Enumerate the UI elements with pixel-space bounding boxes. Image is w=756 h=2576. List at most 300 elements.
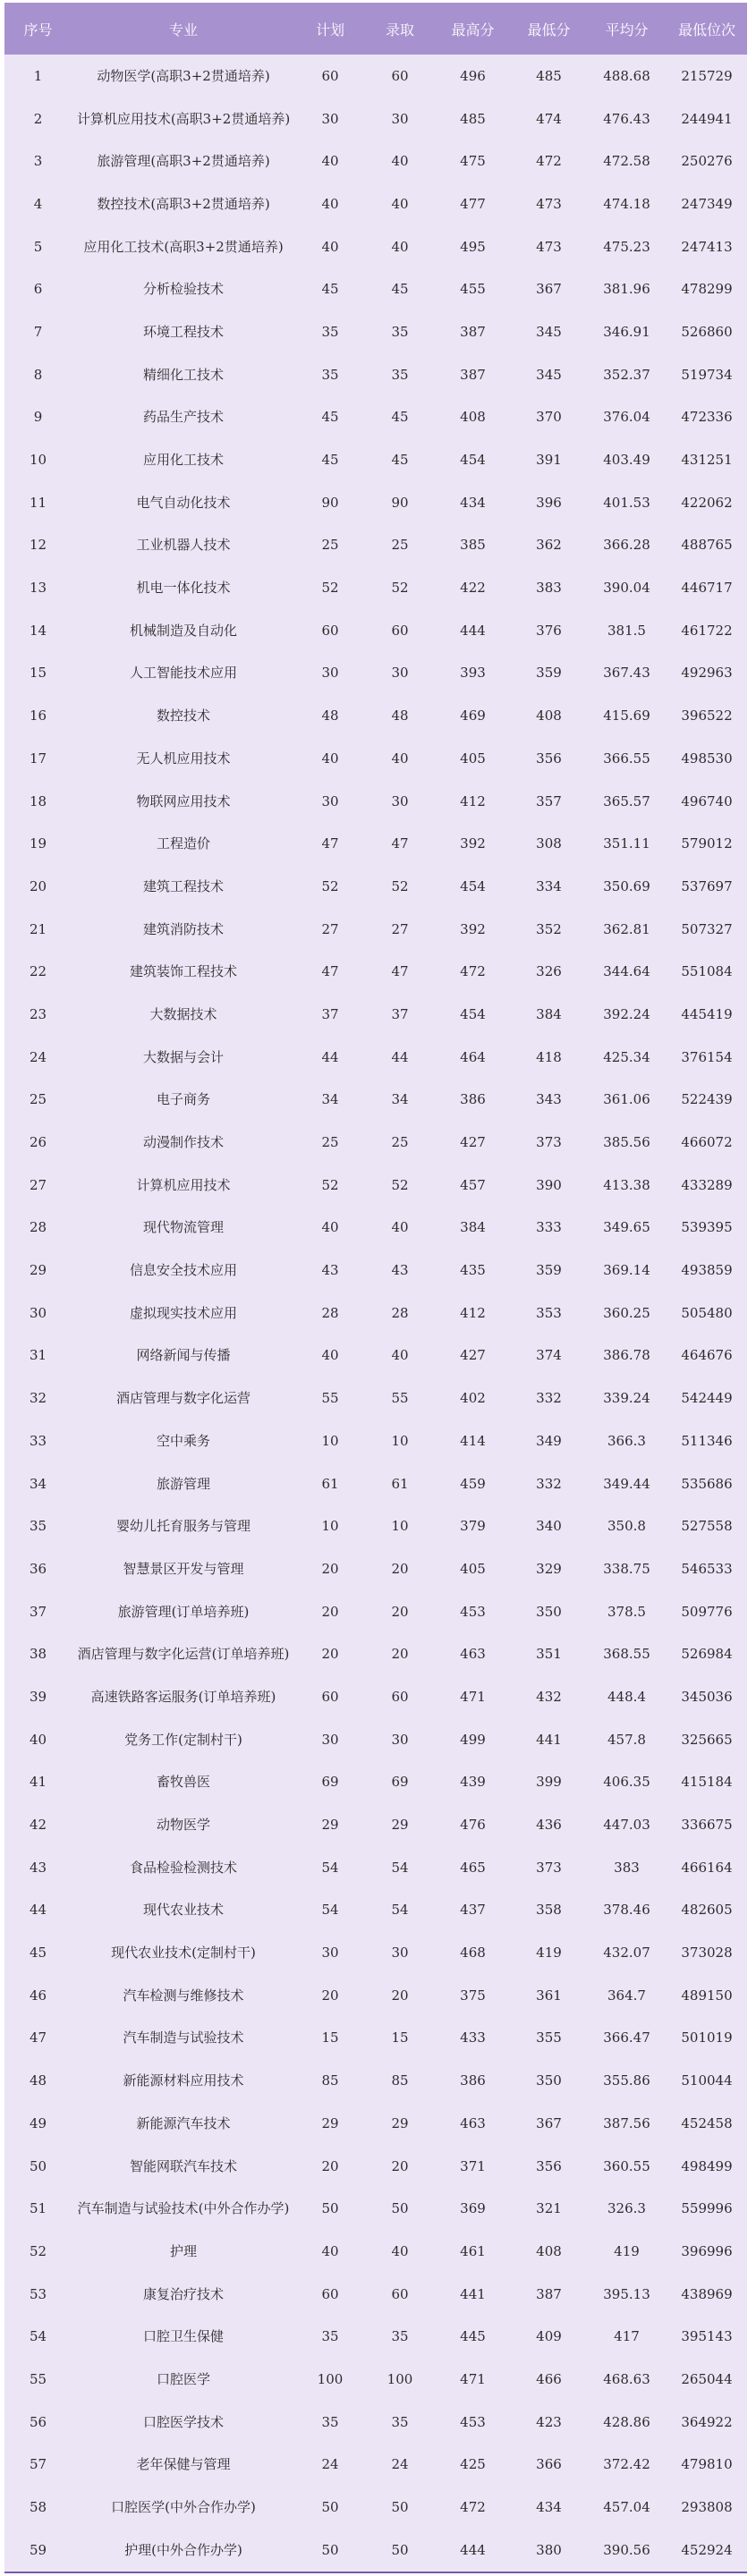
admitted-cell: 40 (391, 750, 409, 767)
highest-score-cell: 444 (460, 2541, 486, 2558)
table-row (4, 2529, 747, 2572)
index-cell: 18 (29, 792, 47, 809)
highest-score-cell: 427 (460, 1134, 486, 1151)
plan-cell: 50 (321, 2541, 339, 2558)
average-score-cell: 468.63 (603, 2370, 650, 2387)
plan-cell: 30 (321, 110, 339, 127)
highest-score-cell: 472 (460, 2499, 486, 2516)
admitted-cell: 69 (391, 1774, 409, 1791)
lowest-rank-cell: 265044 (681, 2370, 733, 2387)
highest-score-cell: 472 (460, 963, 486, 980)
lowest-score-cell: 418 (536, 1048, 562, 1065)
lowest-score-cell: 396 (536, 494, 562, 511)
average-score-cell: 381.96 (603, 281, 650, 298)
highest-score-cell: 375 (460, 1987, 486, 2004)
table-row (4, 950, 747, 993)
index-cell: 50 (29, 2157, 47, 2174)
major-cell: 建筑消防技术 (142, 920, 224, 937)
plan-cell: 35 (321, 323, 339, 340)
lowest-score-cell: 350 (536, 2072, 562, 2089)
index-cell: 44 (29, 1902, 47, 1919)
lowest-score-cell: 473 (536, 195, 562, 212)
average-score-cell: 417 (614, 2328, 640, 2345)
plan-cell: 50 (321, 2200, 339, 2217)
lowest-score-cell: 373 (536, 1134, 562, 1151)
header-plan: 计划 (315, 21, 344, 38)
table-row (4, 737, 747, 780)
lowest-score-cell: 359 (536, 1262, 562, 1279)
lowest-rank-cell: 364922 (681, 2413, 733, 2430)
lowest-rank-cell: 498530 (681, 750, 733, 767)
lowest-rank-cell: 498499 (681, 2157, 733, 2174)
index-cell: 56 (29, 2413, 47, 2430)
plan-cell: 60 (321, 2285, 339, 2302)
plan-cell: 25 (321, 1134, 339, 1151)
admitted-cell: 10 (391, 1432, 409, 1449)
major-cell: 现代农业技术 (142, 1902, 224, 1919)
highest-score-cell: 387 (460, 366, 486, 383)
major-cell: 工业机器人技术 (136, 537, 231, 554)
admitted-cell: 30 (391, 792, 409, 809)
average-score-cell: 401.53 (603, 494, 650, 511)
index-cell: 40 (29, 1731, 47, 1748)
index-cell: 20 (29, 877, 47, 894)
highest-score-cell: 461 (460, 2242, 486, 2259)
admitted-cell: 35 (391, 2328, 409, 2345)
lowest-rank-cell: 489150 (681, 1987, 733, 2004)
average-score-cell: 367.43 (603, 665, 650, 682)
table-row (4, 865, 747, 908)
major-cell: 人工智能技术应用 (129, 665, 237, 682)
major-cell: 无人机应用技术 (136, 750, 231, 767)
plan-cell: 29 (321, 2114, 339, 2131)
admitted-cell: 20 (391, 1603, 409, 1620)
highest-score-cell: 455 (460, 281, 486, 298)
index-cell: 38 (29, 1646, 47, 1663)
lowest-score-cell: 473 (536, 238, 562, 255)
admitted-cell: 60 (391, 622, 409, 639)
table-body (4, 55, 747, 2572)
header-lowest-score: 最低分 (527, 21, 571, 38)
highest-score-cell: 454 (460, 877, 486, 894)
average-score-cell: 475.23 (603, 238, 650, 255)
index-cell: 15 (29, 665, 47, 682)
table-row (4, 1335, 747, 1377)
index-cell: 14 (29, 622, 47, 639)
lowest-score-cell: 333 (536, 1219, 562, 1236)
index-cell: 10 (29, 452, 47, 469)
lowest-score-cell: 485 (536, 67, 562, 84)
major-cell: 建筑工程技术 (142, 877, 224, 894)
lowest-rank-cell: 244941 (681, 110, 733, 127)
index-cell: 34 (29, 1475, 47, 1492)
table-row (4, 267, 747, 310)
lowest-rank-cell: 488765 (681, 537, 733, 554)
table-row (4, 566, 747, 609)
highest-score-cell: 405 (460, 1560, 486, 1577)
highest-score-cell: 453 (460, 2413, 486, 2430)
average-score-cell: 392.24 (603, 1005, 650, 1022)
index-cell: 48 (29, 2072, 47, 2089)
major-cell: 建筑装饰工程技术 (129, 963, 237, 980)
average-score-cell: 381.5 (607, 622, 646, 639)
lowest-score-cell: 374 (536, 1347, 562, 1364)
lowest-score-cell: 353 (536, 1304, 562, 1321)
table-row (4, 2401, 747, 2444)
table-row (4, 1846, 747, 1889)
admitted-cell: 85 (391, 2072, 409, 2089)
major-cell: 大数据技术 (149, 1005, 217, 1022)
plan-cell: 52 (321, 1176, 339, 1193)
admitted-cell: 25 (391, 537, 409, 554)
lowest-rank-cell: 522439 (681, 1091, 733, 1108)
index-cell: 39 (29, 1688, 47, 1705)
lowest-score-cell: 334 (536, 877, 562, 894)
highest-score-cell: 371 (460, 2157, 486, 2174)
admitted-cell: 30 (391, 1731, 409, 1748)
major-cell: 旅游管理 (156, 1475, 210, 1492)
lowest-rank-cell: 466164 (681, 1859, 733, 1876)
major-cell: 动漫制作技术 (142, 1134, 224, 1151)
major-cell: 电子商务 (156, 1091, 210, 1108)
major-cell: 计算机应用技术 (136, 1176, 231, 1193)
major-cell: 旅游管理(订单培养班) (117, 1603, 250, 1620)
table-row (4, 694, 747, 737)
plan-cell: 24 (321, 2456, 339, 2473)
lowest-rank-cell: 431251 (681, 452, 733, 469)
admitted-cell: 25 (391, 1134, 409, 1151)
table-row (4, 396, 747, 439)
table-row (4, 2486, 747, 2529)
admitted-cell: 100 (386, 2370, 413, 2387)
table-row (4, 1590, 747, 1633)
highest-score-cell: 495 (460, 238, 486, 255)
index-cell: 3 (33, 153, 43, 170)
admitted-cell: 54 (391, 1859, 409, 1876)
index-cell: 28 (29, 1219, 47, 1236)
admitted-cell: 90 (391, 494, 409, 511)
table-row (4, 2315, 747, 2358)
admitted-cell: 45 (391, 452, 409, 469)
major-cell: 现代物流管理 (142, 1219, 224, 1236)
major-cell: 康复治疗技术 (142, 2285, 224, 2302)
highest-score-cell: 402 (460, 1390, 486, 1407)
plan-cell: 54 (321, 1902, 339, 1919)
admitted-cell: 61 (391, 1475, 409, 1492)
lowest-score-cell: 343 (536, 1091, 562, 1108)
lowest-rank-cell: 478299 (681, 281, 733, 298)
plan-cell: 47 (321, 835, 339, 852)
average-score-cell: 369.14 (603, 1262, 650, 1279)
major-cell: 婴幼儿托育服务与管理 (115, 1518, 251, 1535)
lowest-rank-cell: 509776 (681, 1603, 733, 1620)
index-cell: 22 (29, 963, 47, 980)
index-cell: 1 (33, 67, 43, 84)
plan-cell: 61 (321, 1475, 339, 1492)
average-score-cell: 339.24 (603, 1390, 650, 1407)
lowest-score-cell: 466 (536, 2370, 562, 2387)
lowest-rank-cell: 507327 (681, 920, 733, 937)
index-cell: 59 (29, 2541, 47, 2558)
lowest-score-cell: 380 (536, 2541, 562, 2558)
average-score-cell: 372.42 (603, 2456, 650, 2473)
major-cell: 汽车检测与维修技术 (123, 1987, 244, 2004)
plan-cell: 85 (321, 2072, 339, 2089)
lowest-rank-cell: 247349 (681, 195, 733, 212)
average-score-cell: 351.11 (603, 835, 650, 852)
index-cell: 17 (29, 750, 47, 767)
plan-cell: 10 (321, 1518, 339, 1535)
table-row (4, 1462, 747, 1505)
lowest-score-cell: 370 (536, 409, 562, 426)
highest-score-cell: 463 (460, 1646, 486, 1663)
lowest-rank-cell: 527558 (681, 1518, 733, 1535)
admitted-cell: 55 (391, 1390, 409, 1407)
admitted-cell: 20 (391, 1646, 409, 1663)
index-cell: 47 (29, 2029, 47, 2046)
table-row (4, 1419, 747, 1462)
lowest-rank-cell: 466072 (681, 1134, 733, 1151)
plan-cell: 50 (321, 2499, 339, 2516)
header-highest-score: 最高分 (451, 21, 495, 38)
highest-score-cell: 427 (460, 1347, 486, 1364)
major-cell: 智慧景区开发与管理 (123, 1560, 244, 1577)
major-cell: 物联网应用技术 (136, 792, 231, 809)
index-cell: 13 (29, 580, 47, 597)
lowest-rank-cell: 505480 (681, 1304, 733, 1321)
lowest-rank-cell: 215729 (681, 67, 733, 84)
index-cell: 57 (29, 2456, 47, 2473)
table-row (4, 1931, 747, 1974)
plan-cell: 40 (321, 238, 339, 255)
highest-score-cell: 425 (460, 2456, 486, 2473)
table-row (4, 1889, 747, 1932)
highest-score-cell: 476 (460, 1817, 486, 1834)
plan-cell: 60 (321, 1688, 339, 1705)
lowest-score-cell: 423 (536, 2413, 562, 2430)
major-cell: 机械制造及自动化 (129, 622, 237, 639)
admitted-cell: 30 (391, 110, 409, 127)
table-row (4, 652, 747, 695)
highest-score-cell: 412 (460, 792, 486, 809)
admitted-cell: 34 (391, 1091, 409, 1108)
table-row (4, 310, 747, 353)
plan-cell: 35 (321, 366, 339, 383)
highest-score-cell: 434 (460, 494, 486, 511)
plan-cell: 20 (321, 1560, 339, 1577)
table-row (4, 225, 747, 268)
average-score-cell: 338.75 (603, 1560, 650, 1577)
lowest-rank-cell: 461722 (681, 622, 733, 639)
average-score-cell: 432.07 (603, 1945, 650, 1962)
admitted-cell: 45 (391, 281, 409, 298)
index-cell: 36 (29, 1560, 47, 1577)
index-cell: 7 (33, 323, 43, 340)
table-row (4, 2230, 747, 2273)
highest-score-cell: 477 (460, 195, 486, 212)
highest-score-cell: 393 (460, 665, 486, 682)
plan-cell: 28 (321, 1304, 339, 1321)
table-row (4, 2187, 747, 2230)
lowest-rank-cell: 479810 (681, 2456, 733, 2473)
lowest-score-cell: 409 (536, 2328, 562, 2345)
index-cell: 46 (29, 1987, 47, 2004)
index-cell: 21 (29, 920, 47, 937)
highest-score-cell: 387 (460, 323, 486, 340)
table-row (4, 1207, 747, 1250)
average-score-cell: 368.55 (603, 1646, 650, 1663)
average-score-cell: 346.91 (603, 323, 650, 340)
lowest-rank-cell: 376154 (681, 1048, 733, 1065)
admitted-cell: 40 (391, 195, 409, 212)
lowest-score-cell: 376 (536, 622, 562, 639)
lowest-score-cell: 472 (536, 153, 562, 170)
average-score-cell: 383 (614, 1859, 640, 1876)
index-cell: 58 (29, 2499, 47, 2516)
plan-cell: 30 (321, 1945, 339, 1962)
highest-score-cell: 384 (460, 1219, 486, 1236)
lowest-rank-cell: 551084 (681, 963, 733, 980)
lowest-score-cell: 432 (536, 1688, 562, 1705)
admitted-cell: 52 (391, 1176, 409, 1193)
lowest-score-cell: 366 (536, 2456, 562, 2473)
major-cell: 应用化工技术 (142, 452, 224, 469)
major-cell: 汽车制造与试验技术(中外合作办学) (77, 2200, 290, 2217)
major-cell: 高速铁路客运服务(订单培养班) (90, 1688, 276, 1705)
average-score-cell: 387.56 (603, 2114, 650, 2131)
major-cell: 食品检验检测技术 (129, 1859, 237, 1876)
header-average-score: 平均分 (605, 21, 649, 38)
lowest-rank-cell: 452458 (681, 2114, 733, 2131)
table-row (4, 609, 747, 652)
major-cell: 口腔医学技术 (142, 2413, 224, 2430)
admission-scores-table (4, 3, 747, 2572)
table-bottom-rule (4, 2572, 747, 2573)
average-score-cell: 425.34 (603, 1048, 650, 1065)
major-cell: 网络新闻与传播 (136, 1347, 231, 1364)
plan-cell: 43 (321, 1262, 339, 1279)
table-row (4, 993, 747, 1036)
lowest-rank-cell: 511346 (681, 1432, 733, 1449)
highest-score-cell: 392 (460, 920, 486, 937)
table-row (4, 1377, 747, 1419)
index-cell: 29 (29, 1262, 47, 1279)
lowest-score-cell: 351 (536, 1646, 562, 1663)
highest-score-cell: 496 (460, 67, 486, 84)
plan-cell: 20 (321, 1603, 339, 1620)
admitted-cell: 29 (391, 2114, 409, 2131)
average-score-cell: 472.58 (603, 153, 650, 170)
major-cell: 动物医学 (156, 1817, 210, 1834)
table-row (4, 524, 747, 567)
average-score-cell: 447.03 (603, 1817, 650, 1834)
average-score-cell: 349.65 (603, 1219, 650, 1236)
plan-cell: 54 (321, 1859, 339, 1876)
average-score-cell: 419 (614, 2242, 640, 2259)
average-score-cell: 476.43 (603, 110, 650, 127)
lowest-rank-cell: 526860 (681, 323, 733, 340)
lowest-rank-cell: 559996 (681, 2200, 733, 2217)
table-row (4, 1036, 747, 1079)
lowest-score-cell: 391 (536, 452, 562, 469)
lowest-score-cell: 345 (536, 366, 562, 383)
table-row (4, 1504, 747, 1547)
lowest-rank-cell: 501019 (681, 2029, 733, 2046)
lowest-score-cell: 332 (536, 1390, 562, 1407)
highest-score-cell: 405 (460, 750, 486, 767)
major-cell: 老年保健与管理 (136, 2456, 231, 2473)
table-row (4, 1632, 747, 1675)
index-cell: 24 (29, 1048, 47, 1065)
index-cell: 49 (29, 2114, 47, 2131)
plan-cell: 30 (321, 792, 339, 809)
average-score-cell: 406.35 (603, 1774, 650, 1791)
admitted-cell: 48 (391, 708, 409, 724)
admitted-cell: 35 (391, 366, 409, 383)
plan-cell: 45 (321, 409, 339, 426)
highest-score-cell: 454 (460, 1005, 486, 1022)
index-cell: 12 (29, 537, 47, 554)
major-cell: 口腔卫生保健 (142, 2328, 224, 2345)
lowest-rank-cell: 542449 (681, 1390, 733, 1407)
plan-cell: 48 (321, 708, 339, 724)
lowest-rank-cell: 537697 (681, 877, 733, 894)
lowest-score-cell: 326 (536, 963, 562, 980)
header-lowest-rank: 最低位次 (677, 21, 735, 38)
highest-score-cell: 369 (460, 2200, 486, 2217)
plan-cell: 25 (321, 537, 339, 554)
index-cell: 33 (29, 1432, 47, 1449)
highest-score-cell: 453 (460, 1603, 486, 1620)
plan-cell: 40 (321, 153, 339, 170)
index-cell: 23 (29, 1005, 47, 1022)
highest-score-cell: 435 (460, 1262, 486, 1279)
admitted-cell: 52 (391, 580, 409, 597)
major-cell: 党务工作(定制村干) (124, 1731, 242, 1748)
plan-cell: 55 (321, 1390, 339, 1407)
major-cell: 口腔医学 (156, 2370, 210, 2387)
table-row (4, 780, 747, 823)
plan-cell: 45 (321, 452, 339, 469)
admitted-cell: 20 (391, 2157, 409, 2174)
index-cell: 6 (33, 281, 43, 298)
lowest-score-cell: 387 (536, 2285, 562, 2302)
highest-score-cell: 385 (460, 537, 486, 554)
index-cell: 8 (33, 366, 43, 383)
average-score-cell: 395.13 (603, 2285, 650, 2302)
highest-score-cell: 439 (460, 1774, 486, 1791)
lowest-rank-cell: 396522 (681, 708, 733, 724)
highest-score-cell: 386 (460, 2072, 486, 2089)
lowest-score-cell: 345 (536, 323, 562, 340)
plan-cell: 40 (321, 750, 339, 767)
lowest-rank-cell: 395143 (681, 2328, 733, 2345)
highest-score-cell: 457 (460, 1176, 486, 1193)
admitted-cell: 35 (391, 323, 409, 340)
lowest-rank-cell: 445419 (681, 1005, 733, 1022)
lowest-score-cell: 419 (536, 1945, 562, 1962)
admitted-cell: 52 (391, 877, 409, 894)
major-cell: 动物医学(高职3+2贯通培养) (97, 67, 270, 84)
lowest-score-cell: 408 (536, 708, 562, 724)
index-cell: 45 (29, 1945, 47, 1962)
table-row (4, 97, 747, 140)
lowest-score-cell: 384 (536, 1005, 562, 1022)
plan-cell: 40 (321, 2242, 339, 2259)
lowest-score-cell: 352 (536, 920, 562, 937)
plan-cell: 60 (321, 622, 339, 639)
highest-score-cell: 499 (460, 1731, 486, 1748)
